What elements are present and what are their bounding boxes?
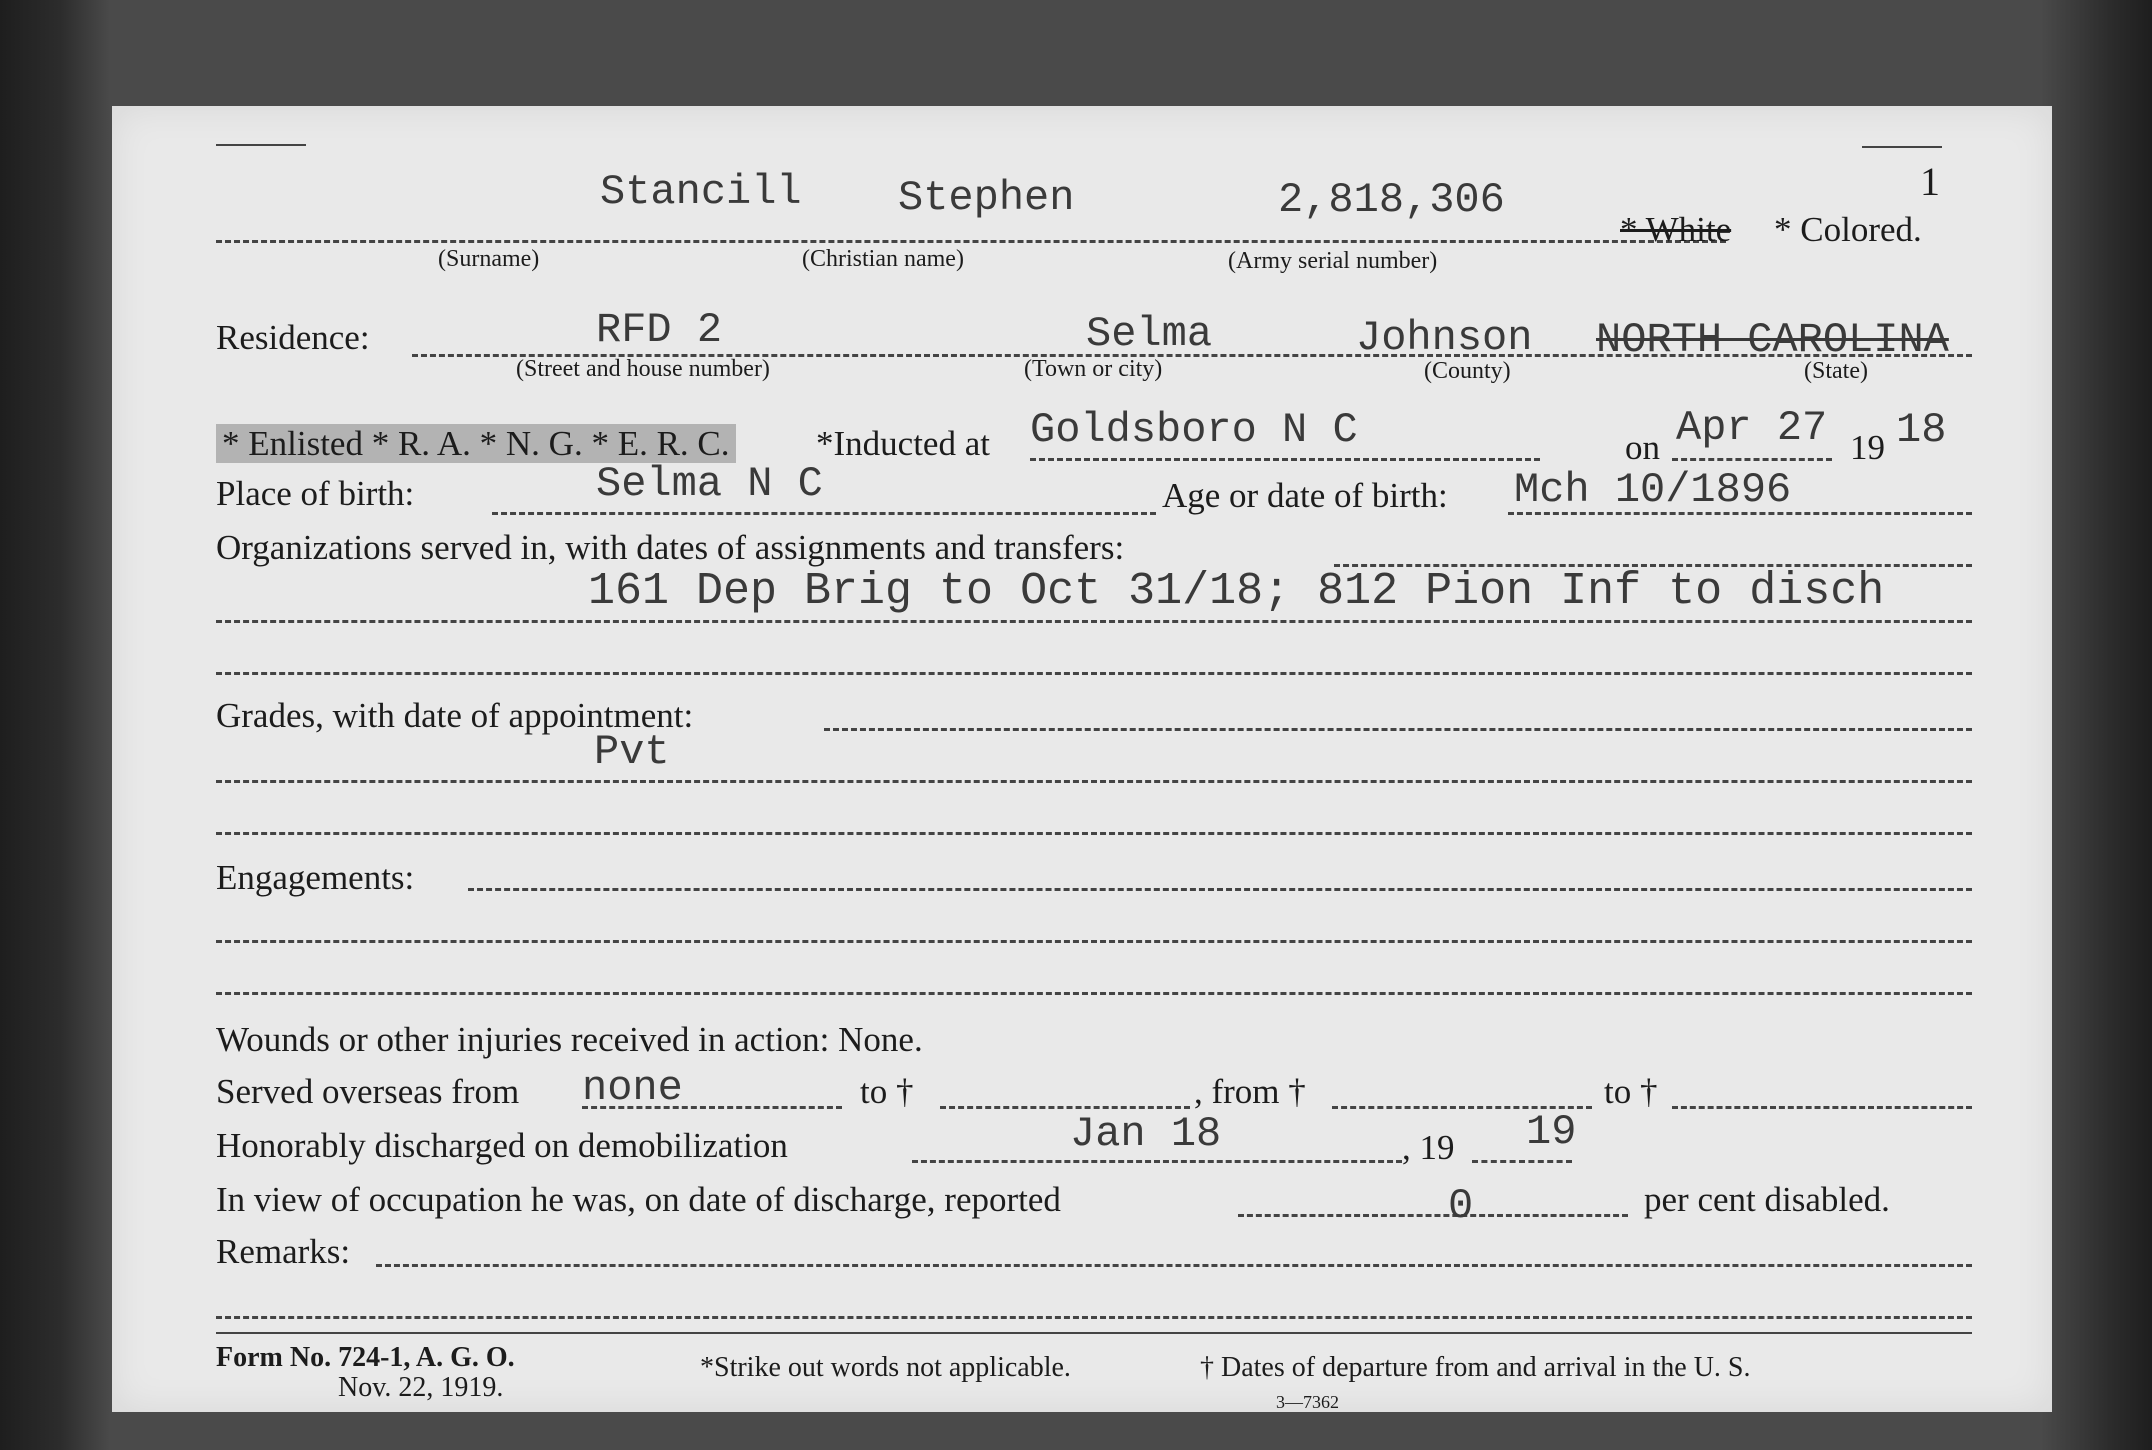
- place-of-birth-value: Selma N C: [596, 460, 823, 508]
- overseas-to2-line: [1672, 1106, 1972, 1109]
- grades-label: Grades, with date of appointment:: [216, 696, 694, 735]
- serial-number-value: 2,818,306: [1278, 176, 1505, 224]
- surname-caption: (Surname): [438, 246, 540, 272]
- organizations-line-3: [216, 672, 1972, 675]
- form-number: Form No. 724-1, A. G. O.: [216, 1342, 515, 1373]
- grade-value: Pvt: [594, 728, 670, 776]
- engagements-label: Engagements:: [216, 858, 415, 897]
- overseas-to2-label: to †: [1604, 1072, 1658, 1111]
- date-of-birth-value: Mch 10/1896: [1514, 466, 1792, 514]
- residence-street-value: RFD 2: [596, 306, 723, 354]
- top-right-rule: [1862, 146, 1942, 148]
- date-of-birth-line: [1508, 512, 1972, 515]
- form-date: Nov. 22, 1919.: [338, 1372, 504, 1403]
- organizations-line-2: [216, 620, 1972, 623]
- engagements-line-2: [216, 940, 1972, 943]
- remarks-line-2: [216, 1316, 1972, 1319]
- induction-year-prefix: 19: [1850, 428, 1885, 467]
- overseas-from2-label: , from †: [1194, 1072, 1306, 1111]
- inducted-line: [1030, 458, 1540, 461]
- wounds-label: Wounds or other injuries received in action: None.: [216, 1020, 923, 1059]
- age-label: Age or date of birth:: [1162, 476, 1448, 515]
- place-of-birth-label: Place of birth:: [216, 474, 415, 513]
- serial-caption: (Army serial number): [1228, 248, 1438, 274]
- discharge-year-line: [1472, 1160, 1572, 1163]
- print-code: 3—7362: [1276, 1392, 1339, 1412]
- overseas-from-line: [582, 1106, 842, 1109]
- strike-note: *Strike out words not applicable.: [700, 1352, 1071, 1383]
- grades-line-1: [824, 728, 1972, 731]
- residence-county-value: Johnson: [1356, 314, 1533, 362]
- organizations-value: 161 Dep Brig to Oct 31/18; 812 Pion Inf to disch: [588, 566, 1885, 617]
- town-caption: (Town or city): [1024, 356, 1163, 382]
- race-colored-label: * Colored.: [1774, 210, 1922, 249]
- name-line: [216, 240, 1726, 243]
- residence-town-value: Selma: [1086, 310, 1213, 358]
- grades-line-3: [216, 832, 1972, 835]
- occupation-label: In view of occupation he was, on date of discharge, reported: [216, 1180, 1061, 1219]
- grades-line-2: [216, 780, 1972, 783]
- inducted-label: *Inducted at: [816, 424, 990, 463]
- race-white-label: * White: [1620, 210, 1732, 249]
- disability-line: [1238, 1214, 1628, 1217]
- christian-name-value: Stephen: [898, 174, 1075, 222]
- disability-value: 0: [1448, 1182, 1474, 1230]
- overseas-to-label: to †: [860, 1072, 914, 1111]
- street-caption: (Street and house number): [516, 356, 770, 382]
- discharge-date-value: Jan 18: [1070, 1110, 1222, 1158]
- overseas-from-value: none: [582, 1064, 683, 1112]
- residence-state-value: NORTH CAROLINA: [1596, 316, 1949, 364]
- top-left-rule: [216, 144, 306, 146]
- remarks-label: Remarks:: [216, 1232, 351, 1271]
- overseas-to-line: [940, 1106, 1190, 1109]
- enlisted-options: * Enlisted * R. A. * N. G. * E. R. C.: [216, 424, 736, 463]
- footer-rule: [216, 1332, 1972, 1334]
- service-record-card: [112, 106, 2052, 1412]
- residence-label: Residence:: [216, 318, 370, 357]
- place-of-birth-line: [492, 512, 1156, 515]
- induction-date-line: [1672, 458, 1832, 461]
- inducted-at-value: Goldsboro N C: [1030, 406, 1358, 454]
- induction-date-value: Apr 27: [1676, 404, 1828, 452]
- state-caption: (State): [1804, 358, 1868, 384]
- percent-label: per cent disabled.: [1644, 1180, 1890, 1219]
- engagements-line-3: [216, 992, 1972, 995]
- overseas-from-label: Served overseas from: [216, 1072, 520, 1111]
- discharge-date-line: [912, 1160, 1402, 1163]
- discharge-label: Honorably discharged on demobilization: [216, 1126, 788, 1165]
- page-number: 1: [1920, 159, 1940, 204]
- county-caption: (County): [1424, 358, 1511, 384]
- engagements-line-1: [468, 888, 1972, 891]
- enlisted-label: [216, 424, 736, 464]
- dates-note: † Dates of departure from and arrival in the U. S.: [1200, 1352, 1751, 1383]
- remarks-line-1: [376, 1264, 1972, 1267]
- discharge-year-prefix: , 19: [1402, 1128, 1455, 1167]
- surname-value: Stancill: [600, 168, 802, 216]
- on-label: on: [1625, 428, 1660, 467]
- christian-name-caption: (Christian name): [802, 246, 964, 272]
- discharge-year-value: 19: [1526, 1108, 1577, 1156]
- organizations-label: Organizations served in, with dates of assignments and transfers:: [216, 528, 1125, 567]
- induction-year-value: 18: [1896, 406, 1947, 454]
